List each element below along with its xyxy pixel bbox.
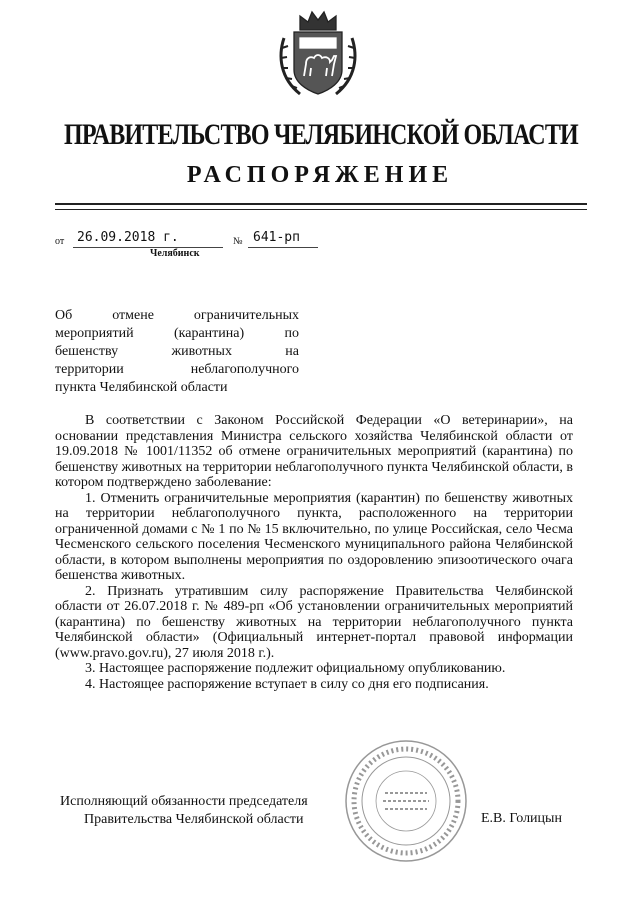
body-paragraph-2: 2. Признать утратившим силу распоряжение Правительства Челябинской области от 26.07.2018 г. № 489-рп «Об установлении ограничительных мероприятий (карантина) по бешенству животных на территории неблагополучного пункта Челябинской области» (Официальный интернет-портал правовой информации (www.pravo.gov.ru), 27 июля 2018 г.). <box>55 583 573 661</box>
subject-line: бешенству животных на <box>55 344 299 359</box>
signatory-position <box>60 793 308 829</box>
signatory-position-line1: Исполняющий обязанности председателя <box>60 794 308 809</box>
subject-line: мероприятий (карантина) по <box>55 326 299 341</box>
subject-line: территории неблагополучного <box>55 362 299 377</box>
government-title: ПРАВИТЕЛЬСТВО ЧЕЛЯБИНСКОЙ ОБЛАСТИ <box>64 118 578 151</box>
body-paragraph-4: 4. Настоящее распоряжение вступает в силу со дня его подписания. <box>85 676 489 692</box>
from-label: от <box>55 236 65 247</box>
city-label: Челябинск <box>150 248 200 259</box>
signatory-position-line2: Правительства Челябинской области <box>84 812 304 827</box>
official-stamp-icon <box>343 738 469 864</box>
header-rule-thin <box>55 209 587 210</box>
signatory-name: Е.В. Голицын <box>481 811 562 826</box>
document-number: 641-рп <box>253 230 300 245</box>
subject-line: пункта Челябинской области <box>55 380 228 395</box>
header-rule <box>55 203 587 205</box>
document-body <box>55 413 573 692</box>
subject-line: Об отмене ограничительных <box>55 308 299 323</box>
body-paragraph-3: 3. Настоящее распоряжение подлежит официальному опубликованию. <box>85 661 506 676</box>
document-type: РАСПОРЯЖЕНИЕ <box>186 162 454 188</box>
document-date: 26.09.2018 г. <box>77 230 179 245</box>
number-label: № <box>233 236 243 247</box>
date-underline <box>73 247 223 248</box>
document-subject <box>55 307 299 397</box>
number-underline <box>248 247 318 248</box>
body-paragraph-1: 1. Отменить ограничительные мероприятия (карантин) по бешенству животных на территории неблагополучного пункта, расположенного на территории ограниченной домами с № 1 по № 15 включительно, по улице Российская, село Чесма Чесменского сельского поселения Чесменского муниципального района Челябинской области, в котором выполнены мероприятия по оздоровлению эпизоотического очага бешенства животных. <box>55 490 573 583</box>
body-paragraph-preamble: В соответствии с Законом Российской Федерации «О ветеринарии», на основании представления Министра сельского хозяйства Челябинской области от 19.09.2018 № 1001/11352 об отмене ограничительных мероприятий (карантина) по бешенству животных на территории неблагополучного пункта Челябинской области, в котором подтверждено заболевание: <box>55 413 574 490</box>
coat-of-arms-icon <box>270 8 366 100</box>
